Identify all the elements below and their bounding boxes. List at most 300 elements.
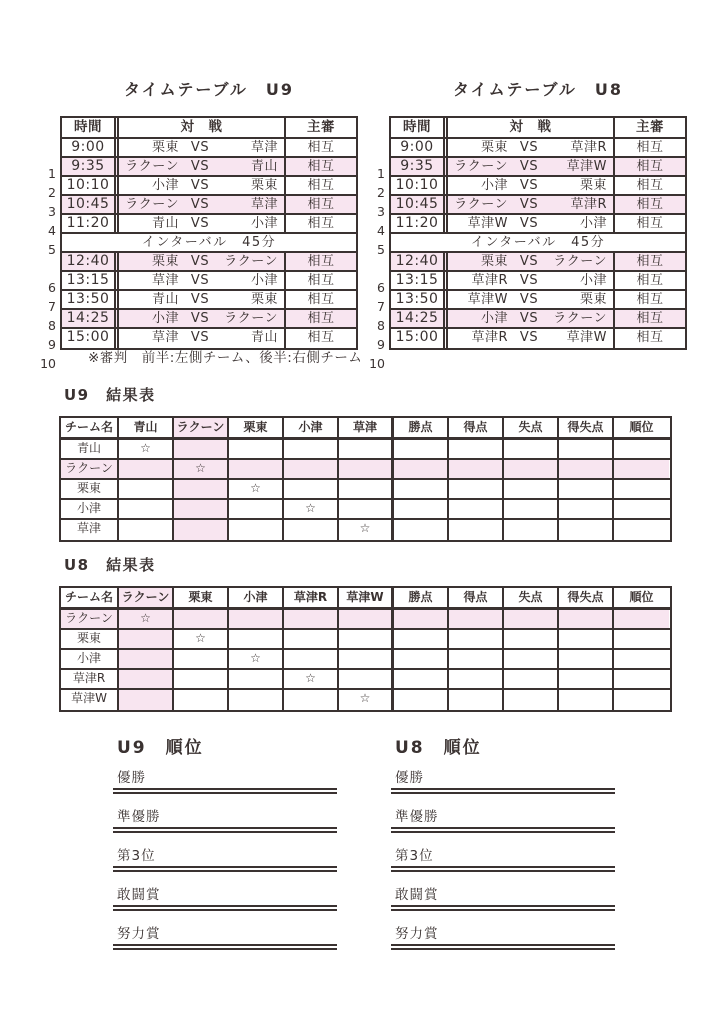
vs-label: VS xyxy=(519,330,539,345)
results-row xyxy=(61,610,670,630)
results-header-cell: 草津W xyxy=(339,588,394,607)
results-cell xyxy=(284,460,339,478)
vs-label: VS xyxy=(519,311,539,326)
results-cell xyxy=(284,630,339,648)
away-team: 草津W xyxy=(566,159,607,174)
timetable-row xyxy=(62,215,356,234)
match-cell xyxy=(448,177,615,194)
timetable-row xyxy=(391,215,685,234)
results-cell xyxy=(559,690,614,710)
away-team: 青山 xyxy=(250,330,278,345)
results-cell xyxy=(614,500,669,518)
vs-label: VS xyxy=(190,159,210,174)
ranking-title: U8 順位 xyxy=(395,738,482,758)
referee-cell: 相互 xyxy=(636,216,664,231)
award-item xyxy=(391,809,615,833)
results-cell xyxy=(339,610,394,628)
referee-cell: 相互 xyxy=(636,197,664,212)
results-cell xyxy=(174,650,229,668)
award-underline xyxy=(391,944,615,950)
vs-label: VS xyxy=(519,216,539,231)
row-number: 4 xyxy=(48,223,56,238)
results-row xyxy=(61,520,670,540)
time-header: 時間 xyxy=(62,118,119,137)
results-header-cell: ラクーン xyxy=(174,418,229,437)
referee-cell: 相互 xyxy=(307,254,335,269)
results-cell xyxy=(614,690,669,710)
ranking-section xyxy=(113,733,337,965)
results-header-cell: チーム名 xyxy=(61,588,119,607)
results-cell xyxy=(394,460,449,478)
timetable-header-row xyxy=(62,118,356,139)
referee-cell: 相互 xyxy=(307,216,335,231)
results-cell xyxy=(614,460,669,478)
results-cell: 栗東 xyxy=(61,480,119,498)
referee-cell: 相互 xyxy=(636,330,664,345)
match-cell xyxy=(119,177,286,194)
results-header-cell: 青山 xyxy=(119,418,174,437)
row-number: 9 xyxy=(48,337,56,352)
interval-gutter-spacer xyxy=(365,259,385,278)
results-cell xyxy=(559,440,614,458)
time-cell: 10:10 xyxy=(62,177,119,194)
results-header-cell: 草津R xyxy=(284,588,339,607)
results-cell xyxy=(449,690,504,710)
away-team: 栗東 xyxy=(579,178,607,193)
ranking-title: U9 順位 xyxy=(117,738,204,758)
away-team: 草津R xyxy=(570,140,607,155)
results-cell xyxy=(229,500,284,518)
match-cell xyxy=(119,272,286,289)
results-cell xyxy=(449,650,504,668)
timetable-row xyxy=(391,329,685,348)
match-cell xyxy=(448,272,615,289)
match-cell xyxy=(448,196,615,213)
timetable-header-row xyxy=(391,118,685,139)
results-cell: ☆ xyxy=(174,460,229,478)
results-cell xyxy=(504,630,559,648)
results-cell xyxy=(394,630,449,648)
results-cell xyxy=(394,520,449,540)
vs-label: VS xyxy=(519,159,539,174)
results-row xyxy=(61,440,670,460)
award-underline xyxy=(391,827,615,833)
row-number: 1 xyxy=(48,166,56,181)
time-cell: 12:40 xyxy=(62,253,119,270)
award-underline xyxy=(391,788,615,794)
results-cell: ☆ xyxy=(119,610,174,628)
results-cell: ☆ xyxy=(339,520,394,540)
results-cell: 栗東 xyxy=(61,630,119,648)
referee-cell: 相互 xyxy=(307,140,335,155)
results-cell xyxy=(504,520,559,540)
row-number: 3 xyxy=(377,204,385,219)
time-cell: 13:50 xyxy=(62,291,119,308)
interval-label: インターバル 45分 xyxy=(470,235,606,250)
ranking-section xyxy=(391,733,615,965)
match-cell xyxy=(119,253,286,270)
timetable-title: タイムテーブル U8 xyxy=(452,80,624,99)
timetable-row xyxy=(391,139,685,158)
time-cell: 10:45 xyxy=(391,196,448,213)
results-cell xyxy=(504,460,559,478)
row-number: 2 xyxy=(48,185,56,200)
time-cell: 13:15 xyxy=(391,272,448,289)
results-cell: ラクーン xyxy=(61,610,119,628)
referee-cell: 相互 xyxy=(636,273,664,288)
results-header-row xyxy=(61,588,670,610)
home-team: 草津 xyxy=(151,330,179,345)
row-number: 6 xyxy=(48,280,56,295)
time-cell: 11:20 xyxy=(62,215,119,232)
match-cell xyxy=(119,310,286,327)
results-cell xyxy=(559,630,614,648)
match-cell xyxy=(119,215,286,232)
interval-row xyxy=(391,234,685,253)
timetable-row xyxy=(62,139,356,158)
home-team: 小津 xyxy=(480,178,508,193)
home-team: ラクーン xyxy=(454,197,508,212)
results-cell xyxy=(119,670,174,688)
match-cell xyxy=(119,291,286,308)
referee-cell: 相互 xyxy=(307,178,335,193)
results-cell xyxy=(504,650,559,668)
results-cell xyxy=(229,690,284,710)
referee-cell: 相互 xyxy=(636,159,664,174)
referee-cell: 相互 xyxy=(307,330,335,345)
row-number: 1 xyxy=(377,166,385,181)
home-team: 草津W xyxy=(467,292,508,307)
results-cell xyxy=(504,440,559,458)
row-number: 2 xyxy=(377,185,385,200)
results-cell xyxy=(504,670,559,688)
row-number: 3 xyxy=(48,204,56,219)
award-item xyxy=(391,887,615,911)
timetable-title: タイムテーブル U9 xyxy=(123,80,295,99)
results-cell xyxy=(229,670,284,688)
away-team: ラクーン xyxy=(224,311,278,326)
away-team: ラクーン xyxy=(553,254,607,269)
interval-row xyxy=(62,234,356,253)
away-team: 青山 xyxy=(250,159,278,174)
results-cell xyxy=(174,500,229,518)
away-team: 草津R xyxy=(570,197,607,212)
results-cell xyxy=(559,460,614,478)
award-label: 優勝 xyxy=(117,770,146,786)
results-row xyxy=(61,500,670,520)
results-cell xyxy=(449,610,504,628)
results-cell xyxy=(229,520,284,540)
results-cell xyxy=(229,630,284,648)
row-number: 7 xyxy=(377,299,385,314)
match-cell xyxy=(119,158,286,175)
award-label: 努力賞 xyxy=(395,926,439,942)
timetable xyxy=(60,116,358,350)
results-row xyxy=(61,650,670,670)
results-cell: 小津 xyxy=(61,650,119,668)
award-underline xyxy=(113,944,337,950)
vs-label: VS xyxy=(190,273,210,288)
interval-gutter-spacer xyxy=(36,259,56,278)
row-number: 8 xyxy=(377,318,385,333)
results-cell xyxy=(394,650,449,668)
results-header-cell: 勝点 xyxy=(394,588,449,607)
results-cell: ☆ xyxy=(284,500,339,518)
away-team: 小津 xyxy=(250,216,278,231)
referee-header: 主審 xyxy=(636,119,664,135)
results-row xyxy=(61,630,670,650)
results-table-title: U8 結果表 xyxy=(64,556,156,574)
results-cell xyxy=(339,500,394,518)
time-cell: 11:20 xyxy=(391,215,448,232)
results-cell xyxy=(339,630,394,648)
results-cell xyxy=(559,500,614,518)
timetable xyxy=(389,116,687,350)
results-cell xyxy=(284,520,339,540)
home-team: 栗東 xyxy=(480,254,508,269)
home-team: 青山 xyxy=(151,292,179,307)
row-number: 5 xyxy=(48,242,56,257)
results-cell xyxy=(284,690,339,710)
referee-cell: 相互 xyxy=(307,197,335,212)
home-team: 草津R xyxy=(471,273,508,288)
results-header-cell: 得点 xyxy=(449,418,504,437)
timetable-row xyxy=(62,196,356,215)
time-cell: 13:50 xyxy=(391,291,448,308)
results-cell xyxy=(119,650,174,668)
match-cell xyxy=(448,291,615,308)
home-team: ラクーン xyxy=(125,197,179,212)
referee-cell: 相互 xyxy=(307,159,335,174)
results-cell xyxy=(174,670,229,688)
home-team: 栗東 xyxy=(151,140,179,155)
results-row xyxy=(61,460,670,480)
award-label: 努力賞 xyxy=(117,926,161,942)
results-cell xyxy=(504,610,559,628)
timetable-row xyxy=(62,177,356,196)
results-cell xyxy=(339,670,394,688)
away-team: 草津 xyxy=(250,197,278,212)
results-cell xyxy=(559,670,614,688)
vs-label: VS xyxy=(519,178,539,193)
away-team: 草津 xyxy=(250,140,278,155)
results-cell xyxy=(284,480,339,498)
time-cell: 15:00 xyxy=(62,329,119,348)
home-team: 青山 xyxy=(151,216,179,231)
vs-label: VS xyxy=(519,140,539,155)
results-cell xyxy=(229,440,284,458)
results-cell xyxy=(174,690,229,710)
results-row xyxy=(61,480,670,500)
timetable-row xyxy=(62,158,356,177)
time-cell: 15:00 xyxy=(391,329,448,348)
results-cell xyxy=(119,460,174,478)
results-section xyxy=(59,554,679,712)
results-cell: ☆ xyxy=(339,690,394,710)
timetable-row xyxy=(62,272,356,291)
results-cell xyxy=(119,690,174,710)
results-cell: ラクーン xyxy=(61,460,119,478)
time-cell: 14:25 xyxy=(391,310,448,327)
award-label: 敢闘賞 xyxy=(117,887,161,903)
results-cell xyxy=(339,480,394,498)
results-cell xyxy=(394,670,449,688)
home-team: ラクーン xyxy=(125,159,179,174)
award-label: 準優勝 xyxy=(117,809,161,825)
results-row xyxy=(61,670,670,690)
referee-cell: 相互 xyxy=(636,178,664,193)
award-underline xyxy=(113,905,337,911)
referee-cell: 相互 xyxy=(636,311,664,326)
results-cell xyxy=(119,480,174,498)
vs-label: VS xyxy=(190,140,210,155)
away-team: 栗東 xyxy=(579,292,607,307)
results-cell xyxy=(449,670,504,688)
vs-label: VS xyxy=(190,216,210,231)
away-team: ラクーン xyxy=(553,311,607,326)
results-header-cell: チーム名 xyxy=(61,418,119,437)
results-cell xyxy=(449,500,504,518)
results-header-cell: 栗東 xyxy=(229,418,284,437)
timetable-row xyxy=(391,158,685,177)
results-cell xyxy=(614,440,669,458)
timetable-row xyxy=(391,310,685,329)
award-label: 第3位 xyxy=(395,848,434,864)
results-header-cell: 順位 xyxy=(614,418,669,437)
time-cell: 14:25 xyxy=(62,310,119,327)
row-number: 6 xyxy=(377,280,385,295)
results-cell xyxy=(559,650,614,668)
row-number: 7 xyxy=(48,299,56,314)
time-header: 時間 xyxy=(391,118,448,137)
time-cell: 10:45 xyxy=(62,196,119,213)
results-cell xyxy=(614,670,669,688)
vs-label: VS xyxy=(190,178,210,193)
results-cell xyxy=(339,460,394,478)
award-item xyxy=(113,926,337,950)
results-cell: ☆ xyxy=(174,630,229,648)
results-cell xyxy=(394,480,449,498)
referee-cell: 相互 xyxy=(307,311,335,326)
results-cell xyxy=(174,610,229,628)
vs-label: VS xyxy=(519,254,539,269)
match-cell xyxy=(119,139,286,156)
award-underline xyxy=(391,866,615,872)
row-number: 10 xyxy=(369,356,385,371)
results-cell: 草津R xyxy=(61,670,119,688)
award-label: 優勝 xyxy=(395,770,424,786)
results-row xyxy=(61,690,670,710)
results-cell xyxy=(449,520,504,540)
award-item xyxy=(113,770,337,794)
referee-note: ※審判 前半:左側チーム、後半:右側チーム xyxy=(88,350,363,366)
away-team: ラクーン xyxy=(224,254,278,269)
time-cell: 12:40 xyxy=(391,253,448,270)
match-cell xyxy=(448,329,615,348)
home-team: 小津 xyxy=(151,178,179,193)
award-item xyxy=(113,887,337,911)
results-cell xyxy=(339,650,394,668)
award-underline xyxy=(391,905,615,911)
results-cell xyxy=(614,480,669,498)
timetable-row xyxy=(62,310,356,329)
timetable-row xyxy=(391,272,685,291)
vs-label: VS xyxy=(190,254,210,269)
results-cell: ☆ xyxy=(229,650,284,668)
match-cell xyxy=(119,196,286,213)
row-number-gutter xyxy=(365,116,389,373)
home-team: 草津W xyxy=(467,216,508,231)
results-cell xyxy=(284,650,339,668)
results-header-cell: 得点 xyxy=(449,588,504,607)
results-table-title: U9 結果表 xyxy=(64,386,156,404)
results-section xyxy=(59,384,679,542)
results-header-cell: 栗東 xyxy=(174,588,229,607)
referee-cell: 相互 xyxy=(636,254,664,269)
away-team: 小津 xyxy=(579,273,607,288)
referee-cell: 相互 xyxy=(307,273,335,288)
timetable-row xyxy=(62,253,356,272)
results-cell: 小津 xyxy=(61,500,119,518)
results-cell xyxy=(174,520,229,540)
results-cell xyxy=(504,500,559,518)
results-cell xyxy=(449,630,504,648)
results-cell xyxy=(229,460,284,478)
timetable-section xyxy=(36,80,366,373)
row-number: 5 xyxy=(377,242,385,257)
timetable-row xyxy=(391,253,685,272)
results-cell xyxy=(559,520,614,540)
referee-cell: 相互 xyxy=(636,292,664,307)
referee-cell: 相互 xyxy=(307,292,335,307)
award-label: 準優勝 xyxy=(395,809,439,825)
referee-cell: 相互 xyxy=(636,140,664,155)
results-header-cell: 順位 xyxy=(614,588,669,607)
home-team: 栗東 xyxy=(480,140,508,155)
away-team: 小津 xyxy=(579,216,607,231)
time-cell: 13:15 xyxy=(62,272,119,289)
results-header-cell: 失点 xyxy=(504,588,559,607)
award-item xyxy=(391,848,615,872)
away-team: 栗東 xyxy=(250,292,278,307)
results-cell xyxy=(449,460,504,478)
results-cell xyxy=(504,480,559,498)
results-cell xyxy=(229,610,284,628)
results-cell xyxy=(119,630,174,648)
vs-label: VS xyxy=(519,292,539,307)
award-item xyxy=(391,926,615,950)
match-cell xyxy=(448,158,615,175)
award-underline xyxy=(113,866,337,872)
results-cell xyxy=(614,650,669,668)
timetable-row xyxy=(391,291,685,310)
results-cell xyxy=(614,610,669,628)
match-cell xyxy=(448,310,615,327)
results-cell xyxy=(559,480,614,498)
timetable-row xyxy=(391,177,685,196)
award-label: 敢闘賞 xyxy=(395,887,439,903)
home-team: 栗東 xyxy=(151,254,179,269)
award-item xyxy=(113,809,337,833)
results-cell: ☆ xyxy=(119,440,174,458)
row-number: 10 xyxy=(40,356,56,371)
results-cell: ☆ xyxy=(229,480,284,498)
results-cell: 青山 xyxy=(61,440,119,458)
time-cell: 9:35 xyxy=(391,158,448,175)
home-team: ラクーン xyxy=(454,159,508,174)
timetable-section xyxy=(365,80,695,373)
vs-label: VS xyxy=(190,311,210,326)
